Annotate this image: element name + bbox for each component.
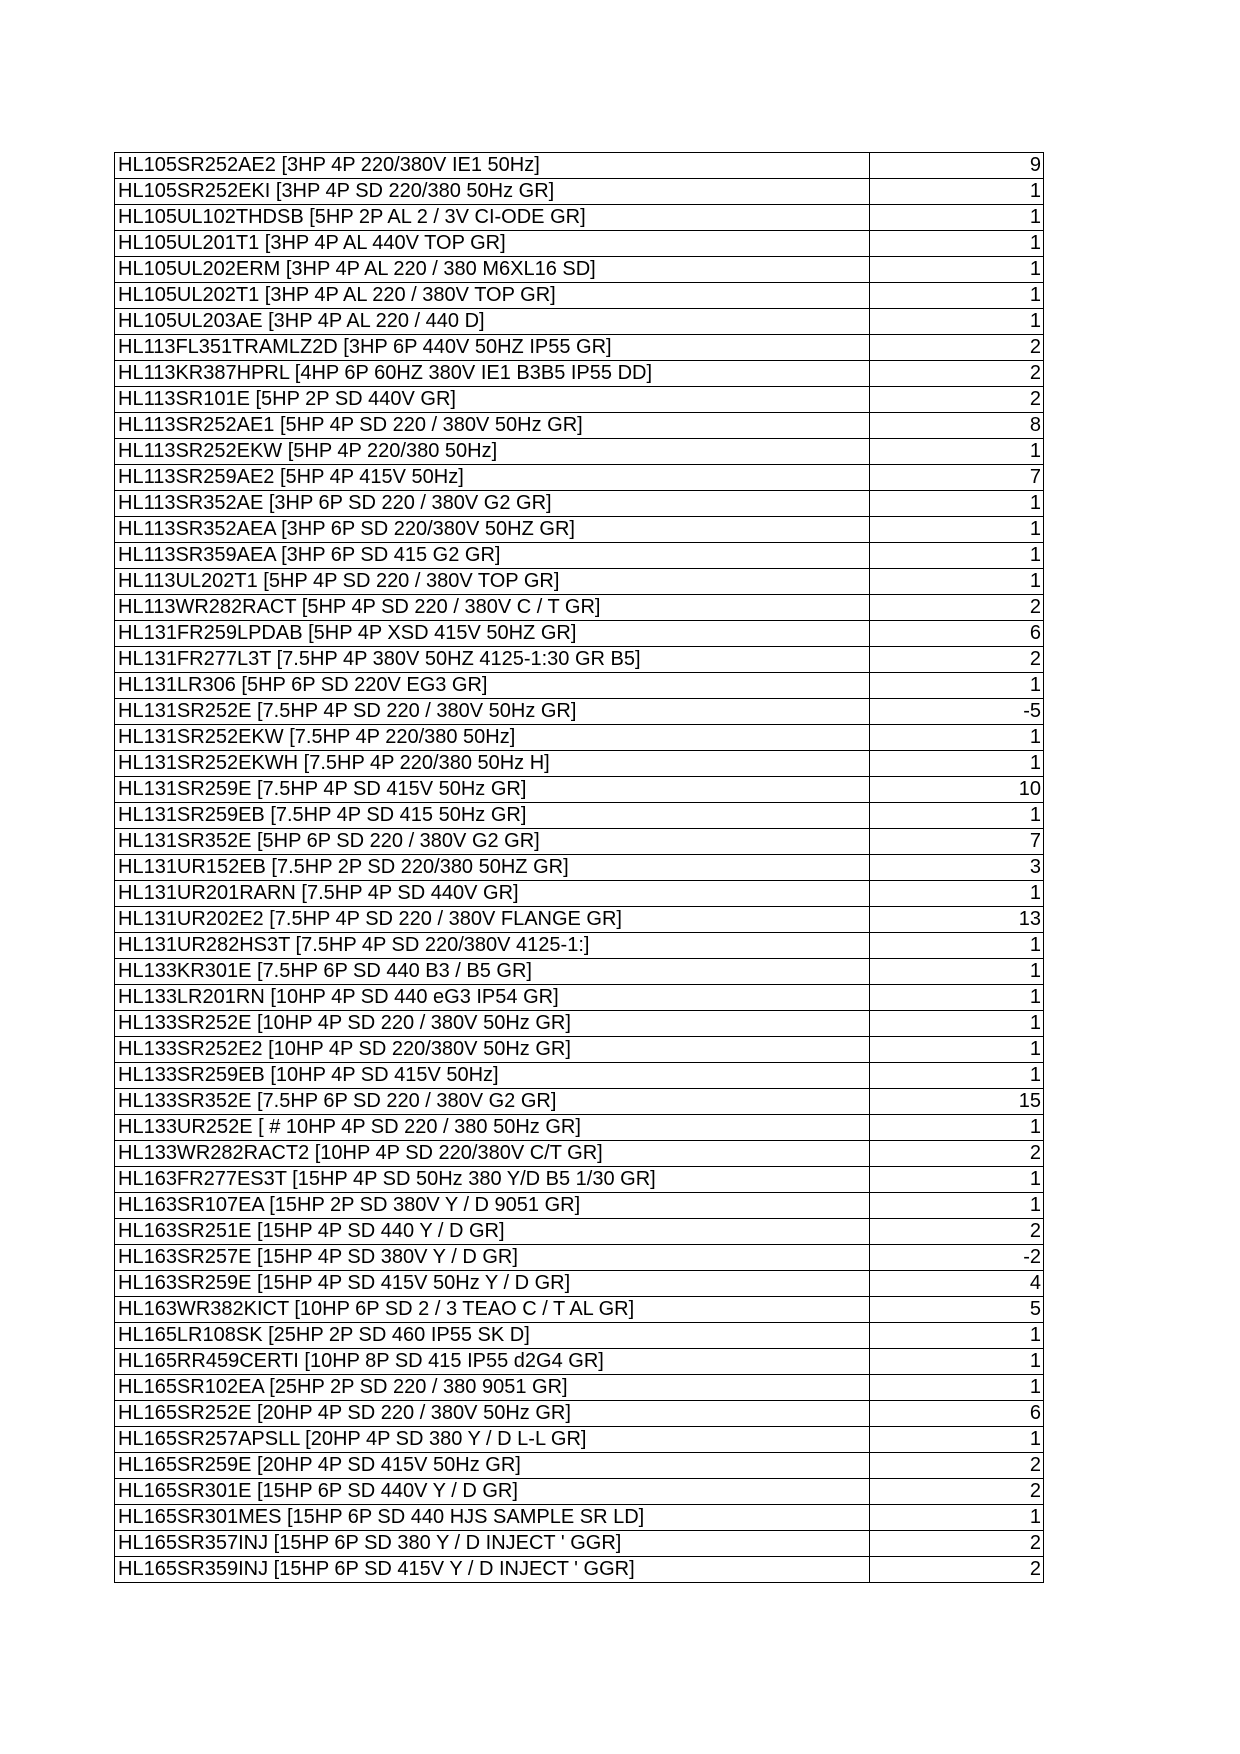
table-row: [115, 803, 1044, 829]
table-row: [115, 543, 1044, 569]
item-description-cell: HL105SR252AE2 [3HP 4P 220/380V IE1 50Hz]: [115, 153, 870, 179]
item-description-cell: HL131UR152EB [7.5HP 2P SD 220/380 50HZ GR]: [115, 855, 870, 881]
item-description-cell: HL113KR387HPRL [4HP 6P 60HZ 380V IE1 B3B5 IP55 DD]: [115, 361, 870, 387]
quantity-cell: 1: [870, 257, 1044, 283]
quantity-cell: 2: [870, 387, 1044, 413]
table-row: [115, 491, 1044, 517]
item-description-cell: HL165SR257APSLL [20HP 4P SD 380 Y / D L-L GR]: [115, 1427, 870, 1453]
item-description-cell: HL163FR277ES3T [15HP 4P SD 50Hz 380 Y/D B5 1/30 GR]: [115, 1167, 870, 1193]
quantity-cell: 1: [870, 881, 1044, 907]
quantity-cell: 1: [870, 751, 1044, 777]
quantity-cell: 2: [870, 335, 1044, 361]
table-row: [115, 673, 1044, 699]
item-description-cell: HL165SR259E [20HP 4P SD 415V 50Hz GR]: [115, 1453, 870, 1479]
quantity-cell: 7: [870, 465, 1044, 491]
quantity-cell: 1: [870, 1349, 1044, 1375]
quantity-cell: 2: [870, 1479, 1044, 1505]
table-row: [115, 257, 1044, 283]
table-row: [115, 907, 1044, 933]
item-description-cell: HL113WR282RACT [5HP 4P SD 220 / 380V C / T GR]: [115, 595, 870, 621]
item-description-cell: HL163SR257E [15HP 4P SD 380V Y / D GR]: [115, 1245, 870, 1271]
table-row: [115, 985, 1044, 1011]
quantity-cell: 1: [870, 1193, 1044, 1219]
item-description-cell: HL131FR259LPDAB [5HP 4P XSD 415V 50HZ GR]: [115, 621, 870, 647]
quantity-cell: 1: [870, 1427, 1044, 1453]
inventory-table: [114, 152, 1044, 1583]
item-description-cell: HL133WR282RACT2 [10HP 4P SD 220/380V C/T GR]: [115, 1141, 870, 1167]
table-row: [115, 1323, 1044, 1349]
quantity-cell: 1: [870, 1375, 1044, 1401]
table-row: [115, 361, 1044, 387]
table-row: [115, 569, 1044, 595]
quantity-cell: 2: [870, 361, 1044, 387]
quantity-cell: 5: [870, 1297, 1044, 1323]
table-row: [115, 1037, 1044, 1063]
quantity-cell: 1: [870, 1011, 1044, 1037]
item-description-cell: HL113SR352AEA [3HP 6P SD 220/380V 50HZ GR]: [115, 517, 870, 543]
item-description-cell: HL133SR352E [7.5HP 6P SD 220 / 380V G2 GR]: [115, 1089, 870, 1115]
table-row: [115, 1427, 1044, 1453]
table-row: [115, 1089, 1044, 1115]
quantity-cell: 7: [870, 829, 1044, 855]
item-description-cell: HL131UR201RARN [7.5HP 4P SD 440V GR]: [115, 881, 870, 907]
table-row: [115, 309, 1044, 335]
table-row: [115, 1557, 1044, 1583]
quantity-cell: 1: [870, 725, 1044, 751]
quantity-cell: 1: [870, 1063, 1044, 1089]
item-description-cell: HL113SR259AE2 [5HP 4P 415V 50Hz]: [115, 465, 870, 491]
item-description-cell: HL163SR251E [15HP 4P SD 440 Y / D GR]: [115, 1219, 870, 1245]
item-description-cell: HL131SR259E [7.5HP 4P SD 415V 50Hz GR]: [115, 777, 870, 803]
item-description-cell: HL113SR252EKW [5HP 4P 220/380 50Hz]: [115, 439, 870, 465]
item-description-cell: HL165SR359INJ [15HP 6P SD 415V Y / D INJECT ' GGR]: [115, 1557, 870, 1583]
quantity-cell: 1: [870, 543, 1044, 569]
table-row: [115, 1011, 1044, 1037]
item-description-cell: HL113SR359AEA [3HP 6P SD 415 G2 GR]: [115, 543, 870, 569]
item-description-cell: HL113FL351TRAMLZ2D [3HP 6P 440V 50HZ IP55 GR]: [115, 335, 870, 361]
table-row: [115, 517, 1044, 543]
item-description-cell: HL131UR202E2 [7.5HP 4P SD 220 / 380V FLANGE GR]: [115, 907, 870, 933]
table-row: [115, 1245, 1044, 1271]
item-description-cell: HL131SR252E [7.5HP 4P SD 220 / 380V 50Hz GR]: [115, 699, 870, 725]
table-row: [115, 465, 1044, 491]
quantity-cell: 1: [870, 439, 1044, 465]
item-description-cell: HL105UL202T1 [3HP 4P AL 220 / 380V TOP GR]: [115, 283, 870, 309]
item-description-cell: HL131SR252EKW [7.5HP 4P 220/380 50Hz]: [115, 725, 870, 751]
item-description-cell: HL133KR301E [7.5HP 6P SD 440 B3 / B5 GR]: [115, 959, 870, 985]
item-description-cell: HL131SR259EB [7.5HP 4P SD 415 50Hz GR]: [115, 803, 870, 829]
item-description-cell: HL165RR459CERTI [10HP 8P SD 415 IP55 d2G4 GR]: [115, 1349, 870, 1375]
quantity-cell: 1: [870, 673, 1044, 699]
table-row: [115, 751, 1044, 777]
table-row: [115, 413, 1044, 439]
item-description-cell: HL113SR252AE1 [5HP 4P SD 220 / 380V 50Hz GR]: [115, 413, 870, 439]
item-description-cell: HL133SR252E [10HP 4P SD 220 / 380V 50Hz GR]: [115, 1011, 870, 1037]
table-row: [115, 699, 1044, 725]
quantity-cell: 1: [870, 491, 1044, 517]
table-row: [115, 1505, 1044, 1531]
table-row: [115, 829, 1044, 855]
quantity-cell: 6: [870, 1401, 1044, 1427]
table-row: [115, 1297, 1044, 1323]
quantity-cell: 4: [870, 1271, 1044, 1297]
item-description-cell: HL113UL202T1 [5HP 4P SD 220 / 380V TOP GR]: [115, 569, 870, 595]
item-description-cell: HL105SR252EKI [3HP 4P SD 220/380 50Hz GR]: [115, 179, 870, 205]
quantity-cell: 2: [870, 1453, 1044, 1479]
table-row: [115, 231, 1044, 257]
table-row: [115, 153, 1044, 179]
quantity-cell: 1: [870, 517, 1044, 543]
quantity-cell: 8: [870, 413, 1044, 439]
table-row: [115, 205, 1044, 231]
quantity-cell: 1: [870, 569, 1044, 595]
quantity-cell: 1: [870, 803, 1044, 829]
item-description-cell: HL105UL203AE [3HP 4P AL 220 / 440 D]: [115, 309, 870, 335]
item-description-cell: HL105UL201T1 [3HP 4P AL 440V TOP GR]: [115, 231, 870, 257]
quantity-cell: 2: [870, 1219, 1044, 1245]
table-row: [115, 335, 1044, 361]
quantity-cell: 9: [870, 153, 1044, 179]
table-row: [115, 1115, 1044, 1141]
item-description-cell: HL133SR259EB [10HP 4P SD 415V 50Hz]: [115, 1063, 870, 1089]
table-row: [115, 959, 1044, 985]
table-row: [115, 1453, 1044, 1479]
item-description-cell: HL133UR252E [ # 10HP 4P SD 220 / 380 50Hz GR]: [115, 1115, 870, 1141]
item-description-cell: HL165SR301MES [15HP 6P SD 440 HJS SAMPLE SR LD]: [115, 1505, 870, 1531]
item-description-cell: HL165SR301E [15HP 6P SD 440V Y / D GR]: [115, 1479, 870, 1505]
quantity-cell: -2: [870, 1245, 1044, 1271]
item-description-cell: HL113SR352AE [3HP 6P SD 220 / 380V G2 GR]: [115, 491, 870, 517]
table-row: [115, 621, 1044, 647]
inventory-table-body: [115, 153, 1044, 1583]
table-row: [115, 1531, 1044, 1557]
quantity-cell: 1: [870, 179, 1044, 205]
table-row: [115, 647, 1044, 673]
table-row: [115, 855, 1044, 881]
item-description-cell: HL131FR277L3T [7.5HP 4P 380V 50HZ 4125-1:30 GR B5]: [115, 647, 870, 673]
quantity-cell: 2: [870, 1141, 1044, 1167]
quantity-cell: 3: [870, 855, 1044, 881]
item-description-cell: HL131UR282HS3T [7.5HP 4P SD 220/380V 4125-1:]: [115, 933, 870, 959]
item-description-cell: HL163SR259E [15HP 4P SD 415V 50Hz Y / D GR]: [115, 1271, 870, 1297]
item-description-cell: HL113SR101E [5HP 2P SD 440V GR]: [115, 387, 870, 413]
table-row: [115, 1375, 1044, 1401]
table-row: [115, 1167, 1044, 1193]
table-row: [115, 1141, 1044, 1167]
table-row: [115, 1219, 1044, 1245]
quantity-cell: 2: [870, 1531, 1044, 1557]
quantity-cell: 13: [870, 907, 1044, 933]
table-row: [115, 725, 1044, 751]
quantity-cell: 1: [870, 933, 1044, 959]
quantity-cell: 1: [870, 959, 1044, 985]
table-row: [115, 1063, 1044, 1089]
item-description-cell: HL131LR306 [5HP 6P SD 220V EG3 GR]: [115, 673, 870, 699]
table-row: [115, 439, 1044, 465]
table-row: [115, 1193, 1044, 1219]
item-description-cell: HL163SR107EA [15HP 2P SD 380V Y / D 9051 GR]: [115, 1193, 870, 1219]
quantity-cell: 1: [870, 231, 1044, 257]
table-row: [115, 387, 1044, 413]
quantity-cell: 15: [870, 1089, 1044, 1115]
table-row: [115, 1271, 1044, 1297]
quantity-cell: 1: [870, 1505, 1044, 1531]
item-description-cell: HL105UL202ERM [3HP 4P AL 220 / 380 M6XL16 SD]: [115, 257, 870, 283]
quantity-cell: 6: [870, 621, 1044, 647]
quantity-cell: 10: [870, 777, 1044, 803]
item-description-cell: HL131SR352E [5HP 6P SD 220 / 380V G2 GR]: [115, 829, 870, 855]
table-row: [115, 1401, 1044, 1427]
quantity-cell: 2: [870, 647, 1044, 673]
quantity-cell: 2: [870, 595, 1044, 621]
quantity-cell: 1: [870, 1115, 1044, 1141]
item-description-cell: HL105UL102THDSB [5HP 2P AL 2 / 3V CI-ODE GR]: [115, 205, 870, 231]
item-description-cell: HL133SR252E2 [10HP 4P SD 220/380V 50Hz GR]: [115, 1037, 870, 1063]
quantity-cell: -5: [870, 699, 1044, 725]
item-description-cell: HL131SR252EKWH [7.5HP 4P 220/380 50Hz H]: [115, 751, 870, 777]
quantity-cell: 1: [870, 985, 1044, 1011]
table-row: [115, 179, 1044, 205]
item-description-cell: HL165SR357INJ [15HP 6P SD 380 Y / D INJECT ' GGR]: [115, 1531, 870, 1557]
quantity-cell: 1: [870, 309, 1044, 335]
table-row: [115, 881, 1044, 907]
quantity-cell: 1: [870, 1167, 1044, 1193]
item-description-cell: HL165SR252E [20HP 4P SD 220 / 380V 50Hz GR]: [115, 1401, 870, 1427]
item-description-cell: HL133LR201RN [10HP 4P SD 440 eG3 IP54 GR]: [115, 985, 870, 1011]
table-row: [115, 1349, 1044, 1375]
quantity-cell: 2: [870, 1557, 1044, 1583]
table-row: [115, 595, 1044, 621]
quantity-cell: 1: [870, 1323, 1044, 1349]
table-row: [115, 777, 1044, 803]
table-row: [115, 1479, 1044, 1505]
table-row: [115, 283, 1044, 309]
quantity-cell: 1: [870, 205, 1044, 231]
item-description-cell: HL165LR108SK [25HP 2P SD 460 IP55 SK D]: [115, 1323, 870, 1349]
quantity-cell: 1: [870, 1037, 1044, 1063]
table-row: [115, 933, 1044, 959]
item-description-cell: HL163WR382KICT [10HP 6P SD 2 / 3 TEAO C / T AL GR]: [115, 1297, 870, 1323]
quantity-cell: 1: [870, 283, 1044, 309]
item-description-cell: HL165SR102EA [25HP 2P SD 220 / 380 9051 GR]: [115, 1375, 870, 1401]
